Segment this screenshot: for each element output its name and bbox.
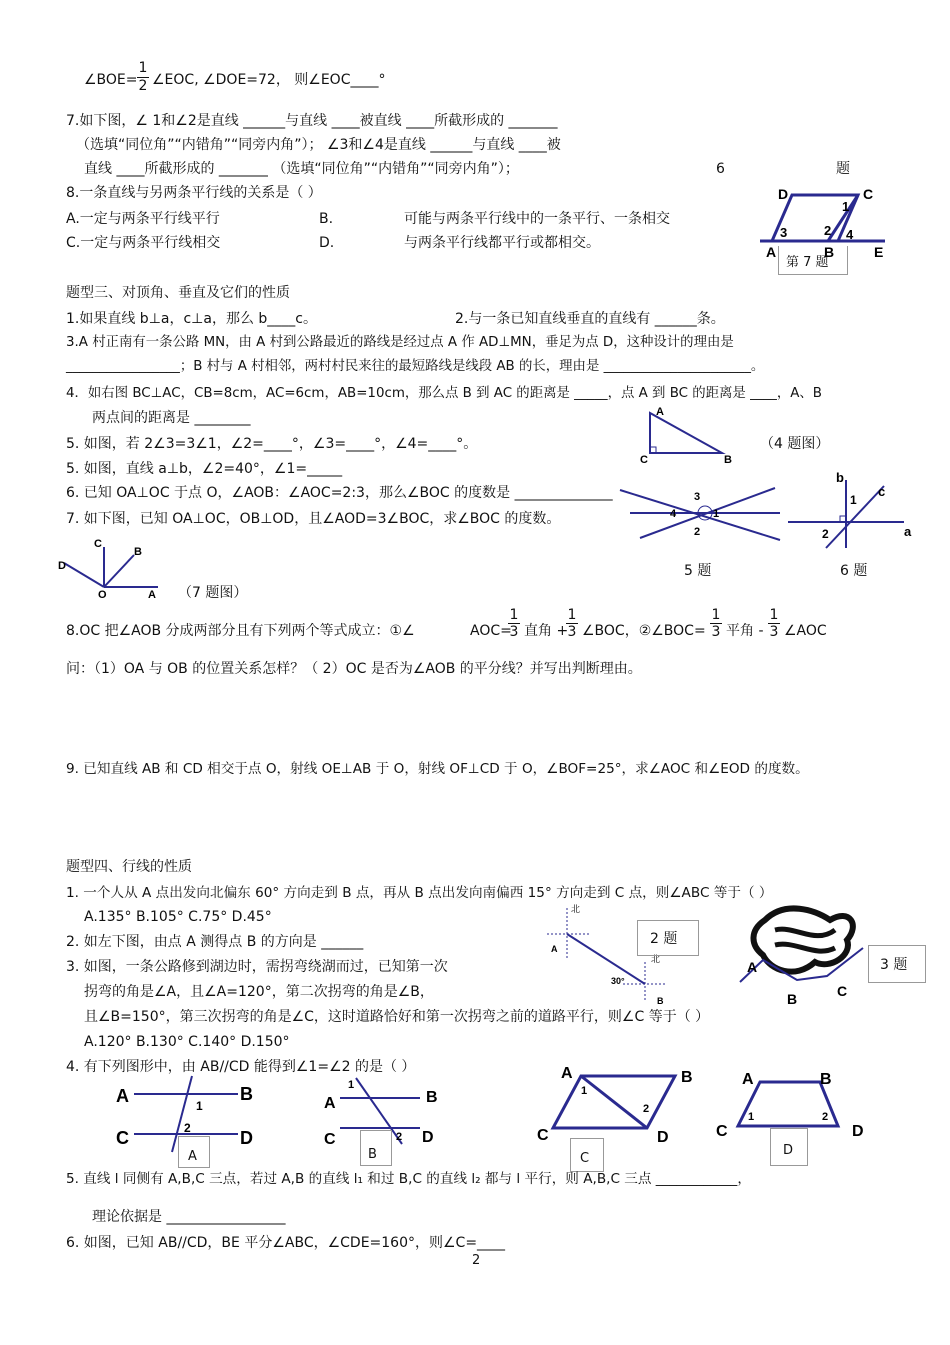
q8-option-d: 与两条平行线都平行或都相交。 — [404, 235, 600, 251]
fig6-label-a: a — [904, 524, 912, 539]
fig-b-label-d: D — [422, 1129, 434, 1146]
fig-d-label-2: 2 — [822, 1111, 829, 1123]
fig6-label-1: 1 — [850, 493, 857, 507]
fig6-caption: 6 题 — [840, 563, 868, 579]
fig-dir-angle: 30° — [611, 976, 625, 986]
fig-dir-caption: 2 题 — [650, 931, 678, 947]
fig-lake-label-c: C — [837, 983, 848, 999]
q8-option-d-label: D. — [319, 235, 335, 251]
q7-line3: 直线 ____所截形成的 _______ （选填“同位角”“内错角”“同旁内角”）； — [84, 161, 519, 177]
fig7-label-d: D — [778, 186, 789, 202]
fig-b-label-a: A — [324, 1095, 336, 1112]
fig-d-label-d: D — [852, 1123, 864, 1140]
fig7b-label-b: B — [134, 546, 142, 558]
fraction-numerator: 1 — [567, 607, 577, 623]
q3-8-aoc-end: ∠AOC — [784, 623, 827, 639]
q4-1-options: A.135° B.105° C.75° D.45° — [84, 909, 272, 925]
q7-line2: （选填“同位角”“内错角”“同旁内角”）； ∠3和∠4是直线 ______与直线 ____被 — [76, 137, 561, 153]
fig-dir-label-b: B — [657, 996, 664, 1006]
q4-3-line3: 且∠B=150°，第三次拐弯的角是∠C，这时道路恰好和第一次拐弯之前的道路平行，则∠C 等于（ ） — [84, 1009, 710, 1025]
fig7-rays — [58, 535, 168, 599]
fraction-third-2 — [566, 607, 578, 640]
q8-option-b-label: B. — [319, 211, 334, 227]
fig-d-label-a: A — [742, 1071, 754, 1088]
fig-lake-label-b: B — [787, 991, 798, 1007]
fig-a-label-2: 2 — [184, 1121, 191, 1135]
fig5-label-3: 3 — [694, 491, 701, 503]
fig-c-label-c: C — [537, 1127, 549, 1144]
fig6-ti: 题 — [836, 161, 850, 177]
fig-lake — [735, 900, 875, 1010]
q3-8-stem: 8.OC 把∠AOB 分成两部分且有下列两个等式成立：①∠ — [66, 623, 415, 639]
fraction-numerator: 1 — [509, 607, 519, 623]
fig-b-label-c: C — [324, 1131, 336, 1148]
fig-d-label-c: C — [716, 1123, 728, 1140]
fig-a-caption: A — [188, 1149, 197, 1164]
fig7-label-2: 2 — [824, 223, 832, 238]
q4-4: 4. 有下列图形中，由 AB//CD 能得到∠1=∠2 的是（ ） — [66, 1059, 416, 1075]
fig-d-label-b: B — [820, 1071, 832, 1088]
q3-3-line1: 3.A 村正南有一条公路 MN，由 A 村到公路最近的路线是经过点 A 作 AD⊥MN，垂足为点 D，这种设计的理由是 — [66, 335, 734, 350]
fig-c-label-b: B — [681, 1069, 693, 1086]
fraction-denominator: 3 — [711, 624, 721, 640]
q8-option-a: A.一定与两条平行线平行 — [66, 211, 220, 227]
fig-d-label-1: 1 — [748, 1111, 755, 1123]
fig-a-label-a: A — [116, 1086, 129, 1106]
fig-dir-label-a: A — [551, 944, 558, 954]
fig4-triangle — [640, 405, 740, 465]
q3-8-straight-angle: 平角 - — [726, 623, 764, 639]
fig7-label-3: 3 — [780, 225, 788, 240]
fig7b-label-o: O — [98, 589, 107, 601]
fig5-caption: 5 题 — [684, 563, 712, 579]
fig-a-label-c: C — [116, 1128, 129, 1148]
q4-3-line2: 拐弯的角是∠A，且∠A=120°，第二次拐弯的角是∠B， — [84, 984, 434, 1000]
q8-option-c: C.一定与两条平行线相交 — [66, 235, 221, 251]
fig4-label-a: A — [656, 406, 664, 418]
fig7b-label-d: D — [58, 560, 66, 572]
q4-3-line1: 3. 如图，一条公路修到湖边时，需拐弯绕湖而过，已知第一次 — [66, 959, 448, 975]
q3-5b: 5. 如图，直线 a⊥b，∠2=40°，∠1=_____ — [66, 461, 343, 477]
q3-5a: 5. 如图，若 2∠3=3∠1，∠2=____°，∠3=____°，∠4=____°。 — [66, 436, 478, 452]
fig6-label-c: c — [878, 484, 886, 499]
fig5-label-4: 4 — [670, 508, 677, 520]
fig5-intersecting-lines — [610, 480, 790, 550]
fig-b-label-1: 1 — [348, 1079, 355, 1091]
fig7-caption: 第 7 题 — [786, 255, 829, 270]
fig-a-label-1: 1 — [196, 1099, 203, 1113]
fig-c-label-2: 2 — [643, 1103, 650, 1115]
q3-7: 7. 如下图，已知 OA⊥OC，OB⊥OD，且∠AOD=3∠BOC，求∠BOC 的度数。 — [66, 511, 561, 527]
fraction-half — [137, 60, 149, 94]
fig7-label-c: C — [863, 186, 874, 202]
fig4-caption: （4 题图） — [760, 436, 830, 452]
fig7b-label-c: C — [94, 538, 102, 550]
fig7b-label-a: A — [148, 589, 156, 601]
section-heading-3: 题型三、对顶角、垂直及它们的性质 — [66, 285, 290, 301]
fig-c-label-a: A — [561, 1065, 573, 1082]
fig4-label-b: B — [724, 454, 732, 466]
fraction-denominator: 3 — [509, 624, 519, 640]
fraction-numerator: 1 — [769, 607, 779, 623]
fig4-label-c: C — [640, 454, 648, 466]
fig-c-label-d: D — [657, 1129, 669, 1146]
q3-4-line1: 4．如右图 BC⊥AC，CB=8cm，AC=6cm，AB=10cm，那么点 B 到 AC 的距离是 _____，点 A 到 BC 的距离是 ____，A、B — [66, 386, 822, 401]
fig6-num: 6 — [716, 161, 725, 177]
fig6-label-b: b — [836, 470, 844, 485]
q4-5-line1: 5. 直线 l 同侧有 A,B,C 三点，若过 A,B 的直线 l₁ 和过 B,C 的直线 l₂ 都与 l 平行，则 A,B,C 三点 ____________， — [66, 1171, 751, 1187]
fig7-label-1: 1 — [842, 199, 850, 214]
q4-3-options: A.120° B.130° C.140° D.150° — [84, 1034, 290, 1050]
q8-stem: 8.一条直线与另两条平行线的关系是（ ） — [66, 185, 322, 201]
fig-a-label-d: D — [240, 1128, 253, 1148]
fig7-label-b: B — [824, 244, 835, 260]
q3-4-line2: 两点间的距离是 ________ — [92, 410, 251, 426]
q3-3-line2: _________________；B 村与 A 村相邻，两村村民来往的最短路线是线段 AB 的长，理由是 ______________________。 — [66, 359, 765, 374]
fig7-label-a: A — [766, 244, 777, 260]
fig-dir-north-1: 北 — [571, 905, 581, 915]
q3-1: 1.如果直线 b⊥a，c⊥a，那么 b____c。 — [66, 311, 317, 327]
fig-lake-caption: 3 题 — [880, 957, 908, 973]
q4-5-line2: 理论依据是 _________________ — [92, 1209, 286, 1225]
fig-b-label-b: B — [426, 1089, 438, 1106]
fraction-denominator: 2 — [138, 78, 148, 94]
fraction-third-3 — [710, 607, 722, 640]
q8-option-b: 可能与两条平行线中的一条平行、一条相交 — [404, 211, 670, 227]
fraction-third-4 — [768, 607, 780, 640]
fig-c-label-1: 1 — [581, 1085, 588, 1097]
section-heading-4: 题型四、行线的性质 — [66, 859, 192, 875]
q-boe-line: ∠BOE= — [84, 72, 138, 88]
fig-c-caption: C — [580, 1151, 590, 1166]
fig-a-label-b: B — [240, 1084, 253, 1104]
fraction-numerator: 1 — [138, 60, 148, 76]
q3-8-right-angle: 直角 + — [524, 623, 569, 639]
q3-6: 6. 已知 OA⊥OC 于点 O，∠AOB：∠AOC=2:3，那么∠BOC 的度数是 ______________ — [66, 485, 613, 501]
fig-dir-north-2: 北 — [651, 955, 661, 965]
fig-option-c — [535, 1062, 705, 1147]
q3-8-boc: ∠BOC，②∠BOC= — [582, 623, 706, 639]
fig7-label-e: E — [874, 244, 884, 260]
fig6-perpendicular-lines — [786, 470, 916, 560]
fig7b-caption: （7 题图） — [178, 585, 248, 601]
q4-2: 2. 如左下图，由点 A 测得点 B 的方向是 ______ — [66, 934, 364, 950]
fig5-label-2: 2 — [694, 526, 701, 538]
fig-lake-label-a: A — [747, 959, 758, 975]
fig-d-caption: D — [783, 1143, 794, 1158]
fraction-third-1 — [508, 607, 520, 640]
fraction-denominator: 3 — [567, 624, 577, 640]
fraction-denominator: 3 — [769, 624, 779, 640]
page-number: 2 — [472, 1253, 481, 1268]
fig5-label-1: 1 — [713, 508, 720, 520]
fig6-label-2: 2 — [822, 527, 829, 541]
q4-1: 1. 一个人从 A 点出发向北偏东 60° 方向走到 B 点，再从 B 点出发向南偏西 15° 方向走到 C 点，则∠ABC 等于（ ） — [66, 885, 773, 901]
q3-9: 9. 已知直线 AB 和 CD 相交于点 O，射线 OE⊥AB 于 O，射线 OF⊥CD 于 O，∠BOF=25°，求∠AOC 和∠EOD 的度数。 — [66, 761, 809, 777]
q-boe-line-cont: ∠EOC, ∠DOE=72， 则∠EOC____° — [152, 72, 386, 88]
q3-2: 2.与一条已知直线垂直的直线有 ______条。 — [455, 311, 725, 327]
fig-b-caption: B — [368, 1147, 377, 1162]
fig-b-label-2: 2 — [396, 1131, 403, 1143]
q3-8-aoc: AOC= — [470, 623, 512, 639]
q3-8-questions: 问：（1）OA 与 OB 的位置关系怎样？（ 2）OC 是否为∠AOB 的平分线？并写出判断理由。 — [66, 661, 642, 677]
fraction-numerator: 1 — [711, 607, 721, 623]
fig7-label-4: 4 — [846, 227, 854, 242]
q7-line1: 7.如下图，∠ 1和∠2是直线 ______与直线 ____被直线 ____所截形成的 _______ — [66, 113, 558, 129]
q4-6: 6. 如图，已知 AB//CD，BE 平分∠ABC，∠CDE=160°，则∠C=____ — [66, 1235, 506, 1251]
